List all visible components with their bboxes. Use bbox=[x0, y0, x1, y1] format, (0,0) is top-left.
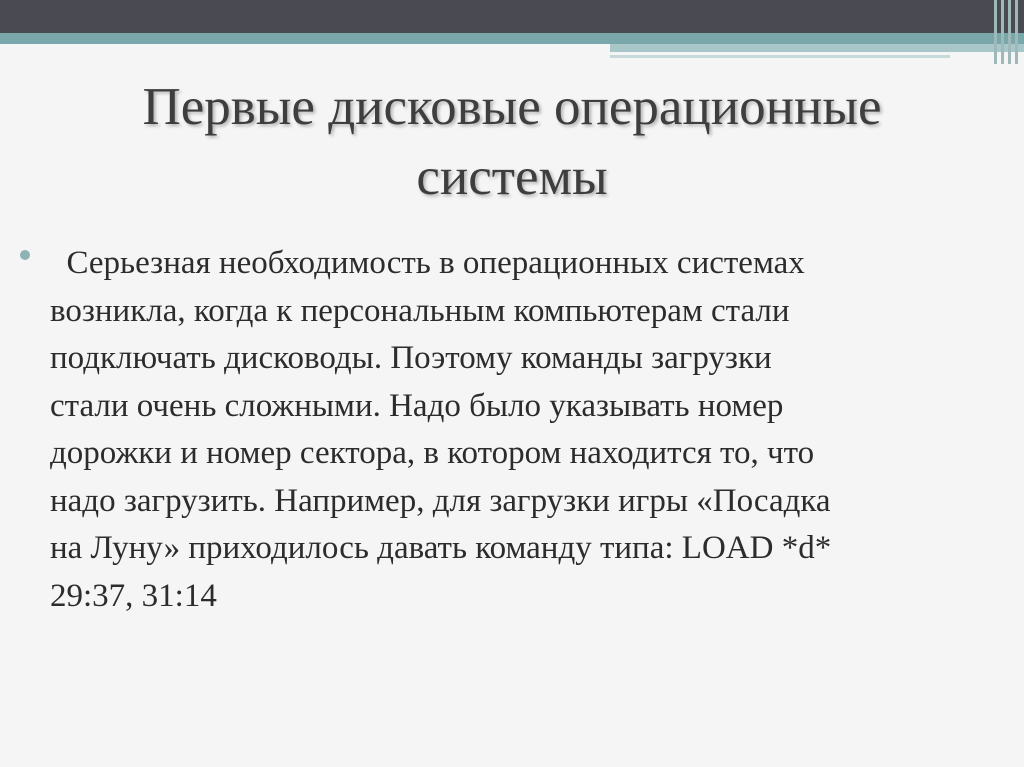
body-line: возникла, когда к персональным компьютерам стали bbox=[50, 292, 790, 329]
header-stripe bbox=[994, 0, 997, 64]
header-band-teal bbox=[0, 33, 1024, 44]
slide-title bbox=[20, 72, 1004, 212]
header-stripe bbox=[1001, 0, 1004, 64]
title-line: Первые дисковые операционные bbox=[142, 78, 882, 136]
slide-body bbox=[50, 240, 990, 620]
header-band-thin bbox=[610, 55, 950, 58]
header-band-teal-light bbox=[610, 44, 1024, 52]
body-line: на Луну» приходилось давать команду типа: LOAD *d* bbox=[50, 530, 832, 566]
body-line: дорожки и номер сектора, в котором находится то, что bbox=[50, 435, 815, 471]
title-line: системы bbox=[416, 148, 608, 206]
body-line: стали очень сложными. Надо было указывать номер bbox=[50, 387, 784, 424]
bullet-marker bbox=[20, 250, 30, 260]
body-line: подключать дисководы. Поэтому команды загрузки bbox=[50, 340, 772, 376]
body-line: Серьезная необходимость в операционных системах bbox=[50, 245, 805, 281]
header-stripe bbox=[1015, 0, 1018, 64]
body-line: надо загрузить. Например, для загрузки игры «Посадка bbox=[50, 482, 831, 519]
body-line: 29:37, 31:14 bbox=[50, 577, 217, 614]
header-stripe bbox=[1008, 0, 1011, 64]
header-band-dark bbox=[0, 0, 1024, 33]
